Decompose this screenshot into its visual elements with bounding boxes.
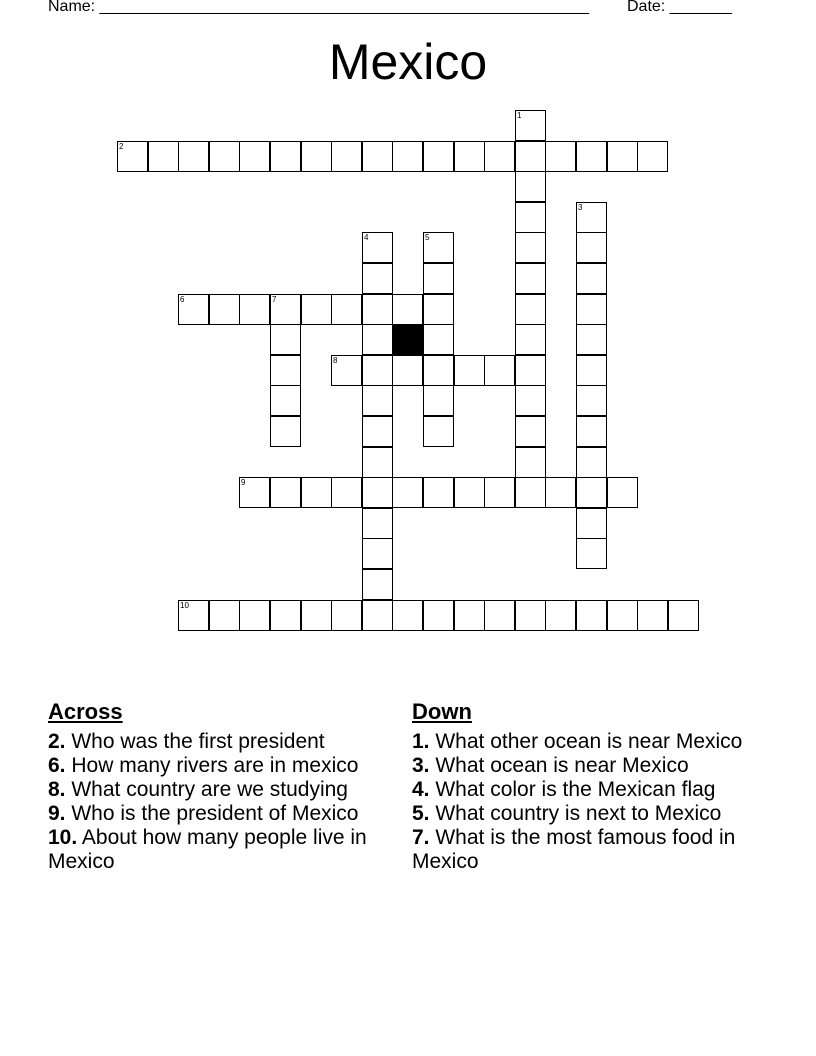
crossword-cell[interactable] — [454, 477, 485, 508]
clue-text: What country is next to Mexico — [435, 802, 722, 825]
crossword-cell[interactable] — [576, 355, 607, 386]
clue-number-label: 9 — [241, 478, 246, 487]
crossword-cell[interactable] — [423, 385, 454, 416]
crossword-cell[interactable] — [423, 232, 454, 263]
clue-item — [48, 826, 388, 874]
crossword-cell[interactable] — [362, 355, 393, 386]
crossword-cell[interactable] — [362, 141, 393, 172]
crossword-cell[interactable] — [454, 355, 485, 386]
down-heading: Down — [412, 699, 472, 724]
crossword-cell[interactable] — [331, 294, 362, 325]
crossword-cell[interactable] — [270, 324, 301, 355]
crossword-cell[interactable] — [270, 600, 301, 631]
clue-text: What other ocean is near Mexico — [435, 730, 743, 753]
crossword-cell[interactable] — [392, 477, 423, 508]
crossword-cell[interactable] — [209, 141, 240, 172]
crossword-cell[interactable] — [423, 355, 454, 386]
crossword-cell[interactable] — [576, 508, 607, 539]
crossword-cell[interactable] — [423, 263, 454, 294]
crossword-cell[interactable] — [209, 600, 240, 631]
crossword-cell[interactable] — [392, 294, 423, 325]
crossword-cell[interactable] — [515, 294, 546, 325]
crossword-cell[interactable] — [484, 477, 515, 508]
crossword-cell[interactable] — [178, 141, 209, 172]
crossword-cell[interactable] — [362, 385, 393, 416]
crossword-cell[interactable] — [301, 477, 332, 508]
clue-text: What is the most famous food in Mexico — [412, 826, 736, 873]
crossword-cell[interactable] — [576, 477, 607, 508]
clue-number: 3. — [412, 754, 430, 777]
clue-text: Who was the first president — [71, 730, 325, 753]
crossword-cell[interactable] — [576, 416, 607, 447]
clue-number-label: 8 — [333, 356, 338, 365]
crossword-cell[interactable] — [576, 385, 607, 416]
crossword-cell[interactable] — [637, 600, 668, 631]
clue-number-label: 4 — [364, 233, 369, 242]
clue-number-label: 2 — [119, 142, 124, 151]
crossword-cell[interactable] — [576, 324, 607, 355]
crossword-cell[interactable] — [331, 355, 362, 386]
crossword-cell[interactable] — [545, 477, 576, 508]
clue-number-label: 1 — [517, 111, 522, 120]
clue-number: 5. — [412, 802, 430, 825]
crossword-cell[interactable] — [270, 477, 301, 508]
crossword-cell[interactable] — [239, 600, 270, 631]
crossword-cell[interactable] — [515, 416, 546, 447]
crossword-cell[interactable] — [576, 202, 607, 233]
clue-item — [412, 754, 752, 778]
clue-number: 9. — [48, 802, 66, 825]
name-field-label: Name: _______________________________________________________ — [48, 0, 589, 15]
clue-number-label: 7 — [272, 295, 277, 304]
crossword-cell[interactable] — [576, 600, 607, 631]
page-title: Mexico — [328, 34, 488, 90]
crossword-cell[interactable] — [148, 141, 179, 172]
crossword-cell[interactable] — [362, 324, 393, 355]
crossword-cell[interactable] — [515, 355, 546, 386]
crossword-cell[interactable] — [270, 385, 301, 416]
crossword-cell[interactable] — [576, 538, 607, 569]
crossword-cell[interactable] — [270, 416, 301, 447]
crossword-cell[interactable] — [362, 538, 393, 569]
crossword-cell[interactable] — [515, 324, 546, 355]
crossword-cell[interactable] — [178, 294, 209, 325]
clue-item — [412, 778, 752, 802]
crossword-cell[interactable] — [607, 477, 638, 508]
crossword-cell[interactable] — [515, 447, 546, 478]
clue-number-label: 6 — [180, 295, 185, 304]
crossword-cell[interactable] — [423, 294, 454, 325]
crossword-cell[interactable] — [239, 141, 270, 172]
crossword-cell[interactable] — [209, 294, 240, 325]
crossword-cell[interactable] — [362, 477, 393, 508]
clue-number: 1. — [412, 730, 430, 753]
clue-text: What country are we studying — [71, 778, 348, 801]
crossword-cell[interactable] — [362, 232, 393, 263]
clue-item — [412, 730, 752, 754]
crossword-cell[interactable] — [576, 447, 607, 478]
crossword-cell[interactable] — [515, 110, 546, 141]
crossword-cell[interactable] — [270, 141, 301, 172]
crossword-cell[interactable] — [301, 141, 332, 172]
clue-number-label: 5 — [425, 233, 430, 242]
crossword-cell[interactable] — [301, 600, 332, 631]
crossword-cell[interactable] — [423, 477, 454, 508]
crossword-cell[interactable] — [515, 263, 546, 294]
clue-number: 10. — [48, 826, 78, 849]
crossword-cell[interactable] — [454, 141, 485, 172]
crossword-cell[interactable] — [362, 600, 393, 631]
crossword-cell[interactable] — [545, 600, 576, 631]
clue-number: 7. — [412, 826, 430, 849]
crossword-cell[interactable] — [301, 294, 332, 325]
crossword-cell[interactable] — [576, 263, 607, 294]
crossword-cell[interactable] — [362, 447, 393, 478]
crossword-cell[interactable] — [362, 508, 393, 539]
crossword-cell[interactable] — [362, 416, 393, 447]
clue-item — [48, 802, 388, 826]
crossword-cell[interactable] — [362, 263, 393, 294]
crossword-cell[interactable] — [331, 141, 362, 172]
black-square — [392, 324, 423, 355]
down-clues — [412, 700, 752, 874]
crossword-cell[interactable] — [239, 294, 270, 325]
clue-item — [412, 802, 752, 826]
clue-text: About how many people live in Mexico — [48, 826, 367, 873]
crossword-cell[interactable] — [607, 600, 638, 631]
clue-item — [48, 778, 388, 802]
crossword-cell[interactable] — [454, 600, 485, 631]
crossword-cell[interactable] — [423, 324, 454, 355]
crossword-cell[interactable] — [515, 600, 546, 631]
clue-item — [48, 754, 388, 778]
clue-number-label: 10 — [180, 601, 189, 610]
clue-number: 6. — [48, 754, 66, 777]
crossword-cell[interactable] — [423, 416, 454, 447]
crossword-cell[interactable] — [515, 202, 546, 233]
clue-text: What ocean is near Mexico — [435, 754, 689, 777]
crossword-cell[interactable] — [423, 141, 454, 172]
clue-text: How many rivers are in mexico — [71, 754, 359, 777]
crossword-cell[interactable] — [484, 141, 515, 172]
crossword-cell[interactable] — [668, 600, 699, 631]
date-field-label: Date: _______ — [627, 0, 732, 15]
crossword-cell[interactable] — [576, 232, 607, 263]
clue-number: 4. — [412, 778, 430, 801]
crossword-cell[interactable] — [239, 477, 270, 508]
crossword-cell[interactable] — [362, 569, 393, 600]
crossword-cell[interactable] — [515, 171, 546, 202]
clue-number: 8. — [48, 778, 66, 801]
crossword-cell[interactable] — [392, 355, 423, 386]
crossword-cell[interactable] — [270, 294, 301, 325]
crossword-cell[interactable] — [331, 600, 362, 631]
clue-item — [412, 826, 752, 874]
crossword-cell[interactable] — [484, 600, 515, 631]
crossword-cell[interactable] — [576, 294, 607, 325]
crossword-cell[interactable] — [545, 141, 576, 172]
crossword-cell[interactable] — [117, 141, 148, 172]
clue-text: What color is the Mexican flag — [435, 778, 716, 801]
crossword-cell[interactable] — [515, 385, 546, 416]
crossword-cell[interactable] — [392, 141, 423, 172]
crossword-cell[interactable] — [515, 141, 546, 172]
crossword-cell[interactable] — [392, 600, 423, 631]
crossword-cell[interactable] — [484, 355, 515, 386]
crossword-cell[interactable] — [515, 477, 546, 508]
across-clues — [48, 700, 388, 874]
clue-number: 2. — [48, 730, 66, 753]
crossword-cell[interactable] — [178, 600, 209, 631]
crossword-cell[interactable] — [362, 294, 393, 325]
crossword-cell[interactable] — [423, 600, 454, 631]
crossword-cell[interactable] — [270, 355, 301, 386]
crossword-cell[interactable] — [331, 477, 362, 508]
clue-item — [48, 730, 388, 754]
crossword-cell[interactable] — [607, 141, 638, 172]
crossword-cell[interactable] — [637, 141, 668, 172]
across-heading: Across — [48, 699, 123, 724]
crossword-cell[interactable] — [515, 232, 546, 263]
clue-text: Who is the president of Mexico — [71, 802, 359, 825]
clue-number-label: 3 — [578, 203, 583, 212]
crossword-cell[interactable] — [576, 141, 607, 172]
